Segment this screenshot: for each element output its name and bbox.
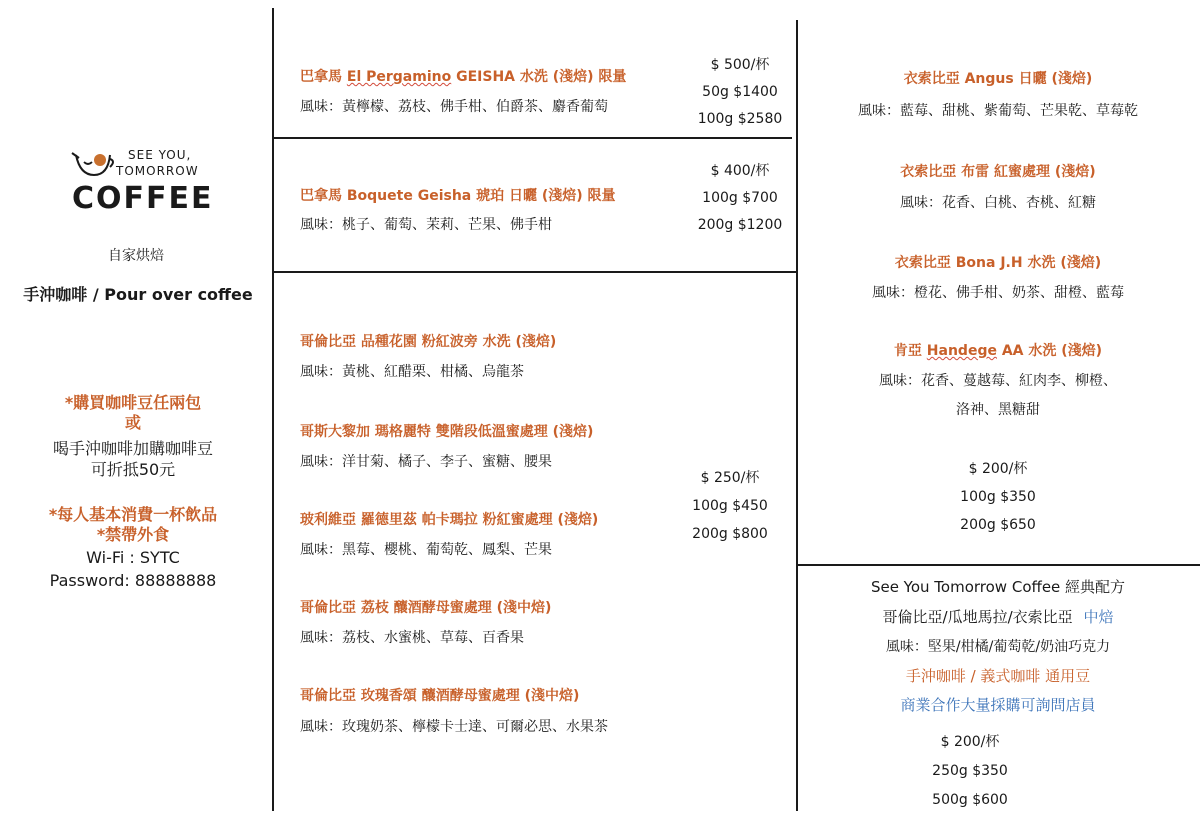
price-bag-small: 100g $450 <box>692 498 768 514</box>
item-flavor: 風味：桃子、葡萄、茉莉、芒果、佛手柑 <box>300 217 552 233</box>
price-bag-large: 100g $2580 <box>697 111 783 127</box>
price-cup: $ 400/杯 <box>710 163 770 179</box>
item-flavor: 風味：黃桃、紅醋栗、柑橘、烏龍茶 <box>300 364 524 380</box>
promo-detail-line-1: 喝手沖咖啡加購咖啡豆 <box>52 439 213 458</box>
item-title: 衣索比亞 布雷 紅蜜處理 (淺焙) <box>900 164 1096 180</box>
house-rules <box>0 505 266 545</box>
promo-line-1: *購買咖啡豆任兩包 <box>64 393 202 412</box>
coffee-cup-smile-icon <box>70 149 116 183</box>
wifi-password: Password: 88888888 <box>49 571 217 590</box>
price-bag-small: 250g $350 <box>932 763 1008 779</box>
item-flavor: 風味：荔枝、水蜜桃、草莓、百香果 <box>300 630 524 646</box>
price-bag-large: 500g $600 <box>932 792 1008 808</box>
item-flavor: 風味：黃檸檬、荔枝、佛手柑、伯爵茶、麝香葡萄 <box>300 99 608 115</box>
price-cup: $ 500/杯 <box>710 57 770 73</box>
price-block <box>690 158 790 239</box>
blend-panel <box>798 566 1198 816</box>
item-title: 哥倫比亞 玫瑰香頌 釀酒酵母蜜處理 (淺中焙) <box>300 688 580 704</box>
promo-text <box>0 393 266 433</box>
price-cup: $ 200/杯 <box>968 461 1028 477</box>
blend-flavor: 風味：堅果/柑橘/葡萄乾/奶油巧克力 <box>885 639 1111 655</box>
blend-origin-list: 哥倫比亞/瓜地馬拉/衣索比亞 <box>882 608 1073 626</box>
item-title: 巴拿馬 Boquete Geisha 琥珀 日曬 (淺焙) 限量 <box>300 188 616 204</box>
rule-min-order: *每人基本消費一杯飲品 <box>48 505 218 524</box>
logo-line2: TOMORROW <box>116 164 199 178</box>
price-cup: $ 200/杯 <box>940 734 1000 750</box>
item-flavor: 風味：玫瑰奶茶、檸檬卡士達、可爾必思、水果茶 <box>300 719 608 735</box>
item-flavor-cont: 洛神、黑糖甜 <box>956 402 1040 418</box>
item-process: AA 水洗 (淺焙) <box>996 343 1103 359</box>
wifi-name: Wi-Fi : SYTC <box>86 548 180 567</box>
item-farm-name: El Pergamino <box>346 69 452 85</box>
item-flavor: 風味：花香、蔓越莓、紅肉李、柳橙、 <box>879 373 1117 389</box>
item-title <box>798 340 1198 360</box>
price-bag-small: 50g $1400 <box>702 84 778 100</box>
price-bag-large: 200g $1200 <box>697 217 783 233</box>
promo-detail <box>0 438 266 480</box>
item-process: GEISHA 水洗 (淺焙) 限量 <box>451 69 627 85</box>
item-flavor: 風味：花香、白桃、杏桃、紅糖 <box>900 195 1096 211</box>
price-bag-large: 200g $650 <box>960 517 1036 533</box>
promo-detail-line-2: 可折抵50元 <box>90 460 176 479</box>
price-cup: $ 250/杯 <box>700 470 760 486</box>
price-block <box>680 464 780 548</box>
logo-line1: SEE YOU, <box>128 148 192 162</box>
price-bag-large: 200g $800 <box>692 526 768 542</box>
promo-line-2: 或 <box>124 413 141 432</box>
divider-mid-1 <box>272 137 792 139</box>
price-block <box>690 52 790 133</box>
price-bag-small: 100g $700 <box>702 190 778 206</box>
price-block <box>798 455 1198 539</box>
item-farm-name: Handege <box>926 343 997 359</box>
item-title: 哥倫比亞 荔枝 釀酒酵母蜜處理 (淺中焙) <box>300 600 552 616</box>
item-title: 哥斯大黎加 瑪格麗特 雙階段低溫蜜處理 (淺焙) <box>300 424 594 440</box>
item-flavor: 風味：藍莓、甜桃、紫葡萄、芒果乾、草莓乾 <box>858 103 1138 119</box>
logo-brand: COFFEE <box>72 181 214 216</box>
logo <box>62 145 212 215</box>
item-title <box>300 66 626 86</box>
item-origin: 巴拿馬 <box>300 69 347 85</box>
blend-wholesale: 商業合作大量採購可詢問店員 <box>900 696 1096 714</box>
divider-mid-2 <box>272 271 798 273</box>
item-title: 玻利維亞 羅德里茲 帕卡瑪拉 粉紅蜜處理 (淺焙) <box>300 512 599 528</box>
blend-title: See You Tomorrow Coffee 經典配方 <box>870 578 1126 596</box>
right-panel <box>798 0 1198 564</box>
item-title: 衣索比亞 Bona J.H 水洗 (淺焙) <box>894 255 1102 271</box>
subtitle: 自家烘焙 <box>108 248 164 264</box>
price-bag-small: 100g $350 <box>960 489 1036 505</box>
blend-origin <box>798 606 1198 627</box>
item-flavor: 風味：橙花、佛手柑、奶茶、甜橙、藍莓 <box>872 285 1124 301</box>
price-block <box>770 728 1170 815</box>
menu-heading: 手沖咖啡 / Pour over coffee <box>23 285 253 304</box>
blend-usage: 手沖咖啡 / 義式咖啡 通用豆 <box>905 667 1091 685</box>
item-title: 衣索比亞 Angus 日曬 (淺焙) <box>903 71 1093 87</box>
item-origin: 肯亞 <box>893 343 927 359</box>
blend-roast: 中焙 <box>1083 608 1114 626</box>
item-flavor: 風味：黑莓、櫻桃、葡萄乾、鳳梨、芒果 <box>300 542 552 558</box>
rule-no-outside-food: *禁帶外食 <box>96 525 170 544</box>
item-title: 哥倫比亞 品種花園 粉紅波旁 水洗 (淺焙) <box>300 334 557 350</box>
item-flavor: 風味：洋甘菊、橘子、李子、蜜糖、腰果 <box>300 454 552 470</box>
divider-left <box>272 8 274 811</box>
